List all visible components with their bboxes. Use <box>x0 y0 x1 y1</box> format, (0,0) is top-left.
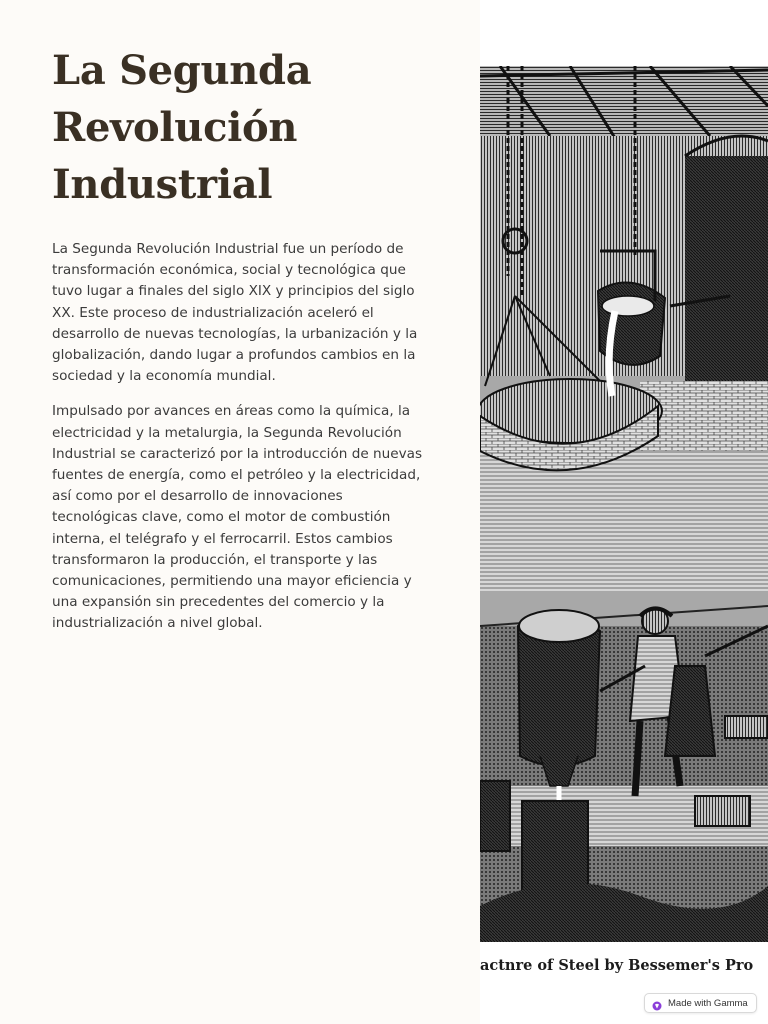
slide-title <box>52 42 428 213</box>
engraving-illustration <box>480 66 768 942</box>
image-panel <box>480 0 768 1024</box>
title-line: Revolución <box>52 104 298 151</box>
body-paragraph-2: Impulsado por avances en áreas como la química, la electricidad y la metalurgia, la Segunda Revolución Industrial se caracterizó por la introducción de nuevas fuentes de energía, como el petróleo y la electricidad, así como por el desarrollo de innovaciones tecnológicas clave, como el motor de combustión interna, el telégrafo y el ferrocarril. Estos cambios transformaron la producción, el transporte y las comunicaciones, permitiendo una mayor eficiencia y una expansión sin precedentes del comercio y la industrialización a nivel global. <box>52 403 423 632</box>
image-caption: actnre of Steel by Bessemer's Pro <box>480 957 754 974</box>
body-paragraph-1: La Segunda Revolución Industrial fue un período de transformación económica, social y tecnológica que tuvo lugar a finales del siglo XIX y principios del siglo XX. Este proceso de industrialización aceleró el desarrollo de nuevas tecnologías, la urbanización y la globalización, dando lugar a profundos cambios en la sociedad y la economía mundial. <box>52 241 418 385</box>
bessemer-process-engraving <box>480 66 768 942</box>
title-line: La Segunda <box>52 47 312 94</box>
gamma-logo-icon <box>652 998 662 1008</box>
badge-label: Made with Gamma <box>668 997 748 1009</box>
made-with-gamma-badge[interactable] <box>644 993 757 1013</box>
title-line: Industrial <box>52 161 273 208</box>
